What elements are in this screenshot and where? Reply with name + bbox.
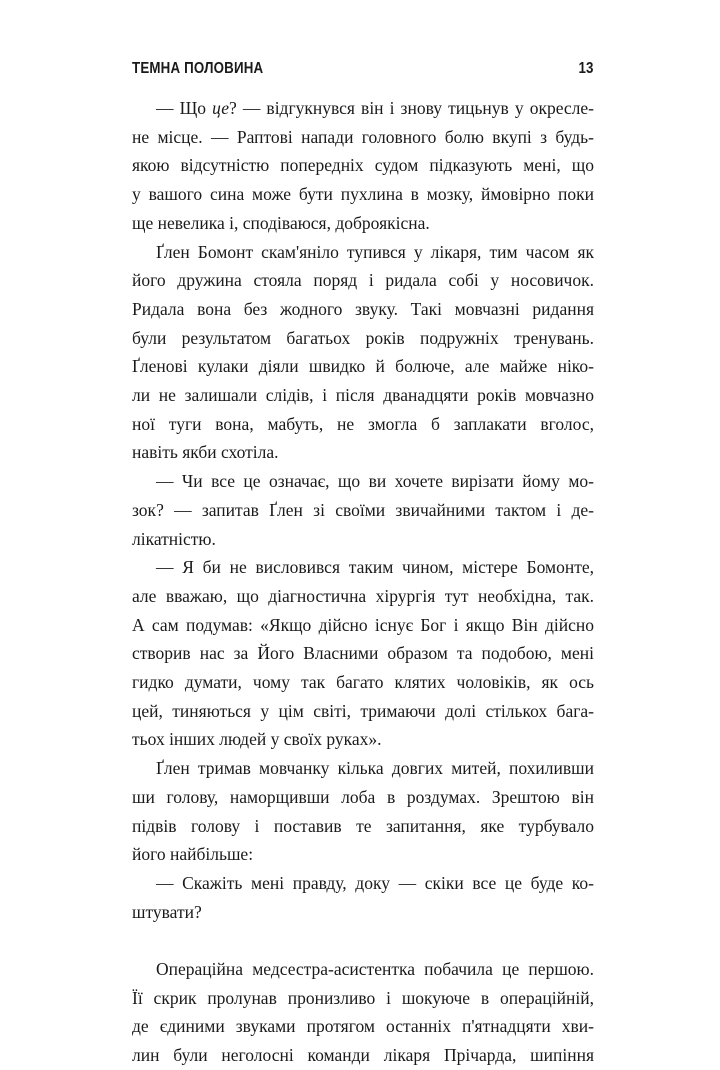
text-line: цей, тиняються у цім світі, тримаючи долі стількох бага- <box>132 700 594 721</box>
section-break <box>132 926 594 955</box>
text-line: створив нас за Його Власними образом та подобою, мені <box>132 643 594 664</box>
text-line: якою відсутністю попередніх судом підказують мені, що <box>132 155 594 176</box>
text-line: Її скрик пролунав пронизливо і шокуюче в операційній, <box>132 987 594 1008</box>
text-line: А сам подумав: «Якщо дійсно існує Бог і якщо Він дійсно <box>132 614 594 635</box>
body-text <box>132 94 594 1070</box>
text-line: були результатом багатьох років подружніх тренувань. <box>132 327 594 348</box>
book-title: ТЕМНА ПОЛОВИНА <box>132 60 264 77</box>
text-line: — Чи все це означає, що ви хочете вирізати йому мо- <box>156 471 594 492</box>
text-line: Ґленові кулаки діяли швидко й болюче, але майже ніко- <box>132 356 594 377</box>
emphasis: це <box>212 98 230 118</box>
text-line: ши голову, наморщивши лоба в роздумах. Зрештою він <box>132 786 594 807</box>
text-line: ще невелика і, сподіваюся, доброякісна. <box>132 212 430 233</box>
text-line: ної туги вона, мабуть, не змогла б заплакати вголос, <box>132 413 594 434</box>
text-line: тьох інших людей у своїх руках». <box>132 729 382 750</box>
text-line: лин були неголосні команди лікаря Прічарда, шипіння <box>132 1045 594 1066</box>
text-line: де єдиними звуками протягом останніх п'ятнадцяти хви- <box>132 1016 594 1037</box>
text-line: його найбільше: <box>132 844 254 865</box>
text-line: зок? — запитав Ґлен зі своїми звичайними тактом і де- <box>132 499 594 520</box>
text-line: у вашого сина може бути пухлина в мозку, ймовірно поки <box>132 184 594 205</box>
running-header <box>132 60 594 78</box>
text-line: навіть якби схотіла. <box>132 442 279 463</box>
text-line: штувати? <box>132 901 202 922</box>
paragraph <box>132 553 594 754</box>
text-line: підвів голову і поставив те запитання, яке турбувало <box>132 815 594 836</box>
text-line: Операційна медсестра-асистентка побачила це першою. <box>156 959 594 980</box>
text-line: — Що це? — відгукнувся він і знову тицьнув у окресле- <box>156 98 595 118</box>
text-line: Ґлен Бомонт скам'яніло тупився у лікаря, тим часом як <box>156 241 594 262</box>
text-line: Ґлен тримав мовчанку кілька довгих митей, похиливши <box>156 758 594 779</box>
text-line: лікатністю. <box>132 528 216 549</box>
text-line: — Скажіть мені правду, доку — скіки все це буде ко- <box>156 872 594 893</box>
paragraph <box>132 94 594 238</box>
page-number: 13 <box>578 60 594 77</box>
paragraph <box>132 869 594 926</box>
text-line: ли не залишали слідів, і після дванадцяти років мовчазно <box>132 385 594 406</box>
text-line: але вважаю, що діагностична хірургія тут необхідна, так. <box>132 585 594 606</box>
text-line: не місце. — Раптові напади головного болю вкупі з будь- <box>132 126 594 147</box>
paragraph <box>132 754 594 869</box>
text-line: Ридала вона без жодного звуку. Такі мовчазні ридання <box>132 298 594 319</box>
text-line: його дружина стояла поряд і ридала собі у носовичок. <box>132 270 594 291</box>
paragraph <box>132 467 594 553</box>
text-line: гидко думати, чому так багато клятих чоловіків, як ось <box>132 672 594 693</box>
paragraph <box>132 955 594 1070</box>
paragraph <box>132 238 594 468</box>
text-line: — Я би не висловився таким чином, містере Бомонте, <box>156 557 594 578</box>
